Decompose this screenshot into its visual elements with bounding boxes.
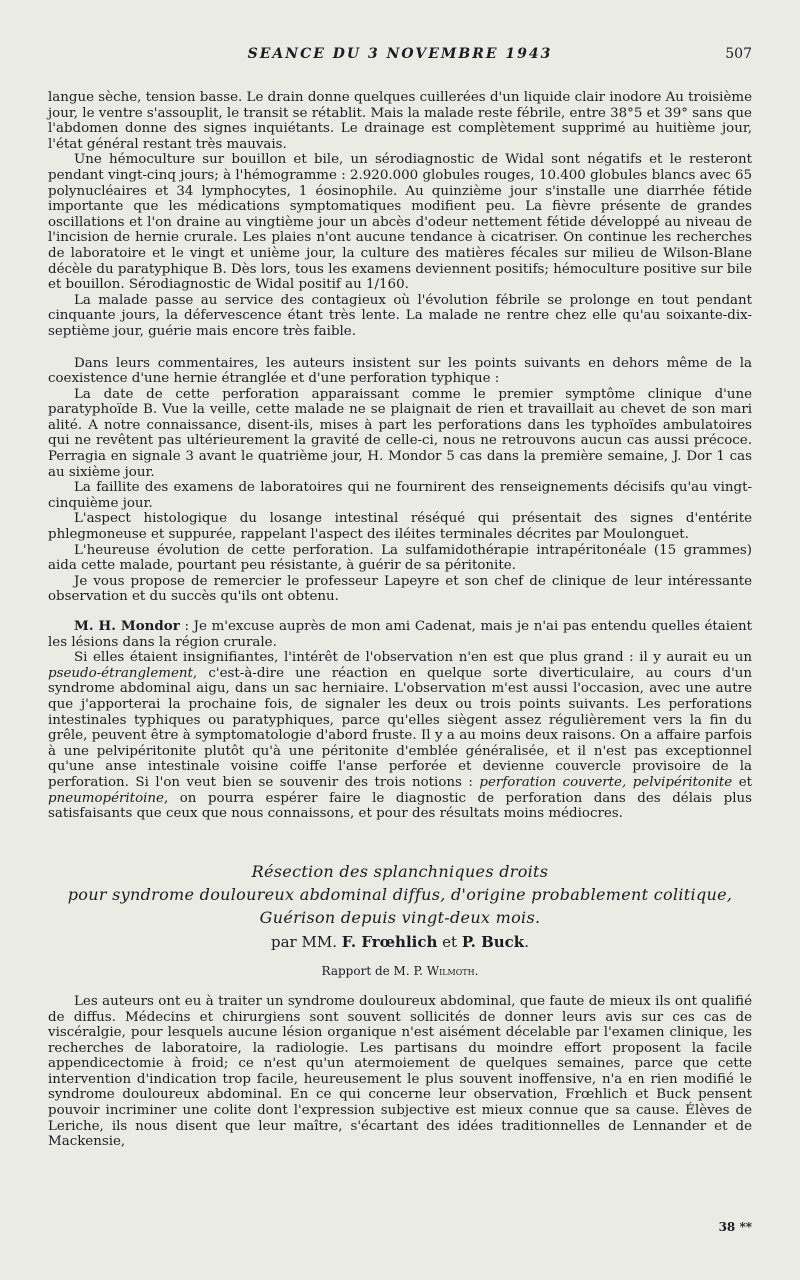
italic-term: perforation couverte, pelvipéritonite <box>479 774 733 790</box>
speaker-name: M. H. Mondor <box>74 618 180 634</box>
page-header <box>48 46 752 68</box>
text-span: . <box>524 932 529 951</box>
article-title-line: pour syndrome douloureux abdominal diffus, d'origine probablement colitique, <box>67 884 733 904</box>
paragraph: Je vous propose de remercier le professeur Lapeyre et son chef de clinique de leur intéressante observation et du succès qu'ils ont obtenu. <box>48 573 752 605</box>
paragraph: L'aspect histologique du losange intestinal réséqué qui présentait des signes d'entérite phlegmoneuse et suppurée, rappelant l'aspect des iléites terminales décrites par Moulonguet. <box>48 511 752 543</box>
article-title-line: Guérison depuis vingt-deux mois. <box>259 907 541 927</box>
paragraph: La faillite des examens de laboratoires qui ne fournirent des renseignements décisifs qu'au vingt-cinquième jour. <box>48 480 752 511</box>
mondor-paragraph-2 <box>48 650 752 822</box>
mondor-text: : Je m'excuse auprès de mon ami Cadenat, mais je n'ai pas entendu quelles étaient les lésions dans la région crurale. <box>48 619 753 650</box>
text-span: Si elles étaient insignifiantes, l'intérêt de l'observation n'en est que plus grand : il y aurait eu un <box>74 650 752 666</box>
text-span: , c'est-à-dire une réaction en quelque sorte diverticulaire, au cours d'un syndrome abdominal aigu, dans un sac herniaire. L'observation m'est aussi l'occasion, avec une autre que j'apporterai la prochaine fois, de signaler les deux ou trois points suivants. Les perforations intestinales typhiques ou paratyphiques, parce qu'elles siègent assez régulièrement vers la fin du grêle, peuvent être à symptomatologie d'abord fruste. Il y a au moins deux raisons. On a affaire parfois à une pelvipéritonite plutôt qu'à une péritonite d'emblée généralisée, et il n'est pas exceptionnel qu'une anse intestinale voisine coiffe l'anse perforée et devienne couvercle provisoire de la perforation. Si l'on veut bien se souvenir des trois notions : <box>48 665 752 790</box>
signature-mark: 38 ** <box>718 1220 752 1234</box>
text-span: et <box>732 774 752 790</box>
author-name: P. Buck <box>461 932 525 951</box>
text-span: et <box>437 932 462 951</box>
paragraph: Une hémoculture sur bouillon et bile, un sérodiagnostic de Widal sont négatifs et le resteront pendant vingt-cinq jours; à l'hémogramme : 2.920.000 globules rouges, 10.400 globules blancs avec 65 polynucléaires et 34 lymphocytes, 1 éosinophile. Au quinzième jour s'installe une diarrhée fétide importante que les médications symptomatiques modifient peu. La fièvre présente de grandes oscillations et l'on draine au vingtième jour un abcès d'odeur nettement fétide développé au niveau de l'incision de hernie crurale. Les plaies n'ont aucune tendance à cicatriser. On continue les recherches de laboratoire et le vingt et unième jour, la culture des matières fécales sur milieu de Wilson-Blane décèle du paratyphique B. Dès lors, tous les examens deviennent positifs; hémoculture positive sur bile et bouillon. Sérodiagnostic de Widal positif au 1/160. <box>48 152 752 293</box>
paragraph: La date de cette perforation apparaissant comme le premier symptôme clinique d'une paratyphoïde B. Vue la veille, cette malade ne se plaignait de rien et travaillait au chevet de son mari alité. A notre connaissance, disent-ils, mises à part les perforations dans les typhoïdes ambulatoires qui ne revêtent pas ultérieurement la gravité de celle-ci, nous ne retrouvons aucun cas aussi précoce. Perragia en signale 3 avant le quatrième jour, H. Mondor 5 cas dans la première semaine, J. Dor 1 cas au sixième jour. <box>48 386 752 480</box>
rapport-line <box>48 964 752 980</box>
paragraph: L'heureuse évolution de cette perforation. La sulfamidothérapie intrapéritonéale (15 grammes) aida cette malade, pourtant peu résistante, à guérir de sa péritonite. <box>48 542 752 574</box>
text-span: . <box>474 964 479 979</box>
article-body: Les auteurs ont eu à traiter un syndrome douloureux abdominal, que faute de mieux ils ont qualifié de diffus. Médecins et chirurgiens sont souvent sollicités de donner leurs avis sur ces cas de viscéralgie, pour lesquels aucune lésion organique n'est aisément décelable par l'examen clinique, les recherches de laboratoire, la radiologie. Les partisans du moindre effort proposent la facile appendicectomie à froid; ce n'est qu'un atermoiement de quelques semaines, parce que cette intervention d'indication trop facile, heureusement le plus souvent inoffensive, n'a en rien modifié le syndrome douloureux abdominal. En ce qui concerne leur observation, Frœhlich et Buck pensent pouvoir incriminer une colite dont l'expression subjective est mieux connue que sa cause. Élèves de Leriche, ils nous disent que leur maître, s'écartant des idées traditionnelles de Lennander et de Mackensie, <box>48 993 752 1150</box>
rapporteur-name: Wilmoth <box>426 964 475 979</box>
running-title: SEANCE DU 3 NOVEMBRE 1943 <box>247 46 553 62</box>
author-name: F. Frœhlich <box>341 932 438 951</box>
page-content <box>48 90 752 1150</box>
article-authors <box>48 932 752 951</box>
italic-term: pneumopéritoine <box>48 790 164 806</box>
article-title <box>48 860 752 929</box>
paragraph: langue sèche, tension basse. Le drain donne quelques cuillerées d'un liquide clair inodore Au troisième jour, le ventre s'assouplit, le transit se rétablit. Mais la malade reste fébrile, entre 38°5 et 39° sans que l'abdomen donne des signes inquiétants. Le drainage est complètement supprimé au huitième jour, l'état général restant très mauvais. <box>48 90 752 152</box>
italic-term: pseudo-étranglement <box>48 665 193 681</box>
paragraph: Dans leurs commentaires, les auteurs insistent sur les points suivants en dehors même de la coexistence d'une hernie étranglée et d'une perforation typhique : <box>48 355 752 387</box>
page-number: 507 <box>725 46 752 62</box>
text-span: par MM. <box>271 932 342 951</box>
text-span: , on pourra espérer faire le diagnostic de perforation dans des délais plus satisfaisants que ceux que nous connaissons, et pour des résultats moins médiocres. <box>48 790 752 822</box>
text-span: Rapport de M. P. <box>321 964 427 979</box>
article-title-line: Résection des splanchniques droits <box>251 861 549 881</box>
mondor-paragraph <box>48 619 752 650</box>
paragraph: La malade passe au service des contagieux où l'évolution fébrile se prolonge en tout pendant cinquante jours, la défervescence étant très lente. La malade ne rentre chez elle qu'au soixante-dix-septième jour, guérie mais encore très faible. <box>48 292 752 339</box>
